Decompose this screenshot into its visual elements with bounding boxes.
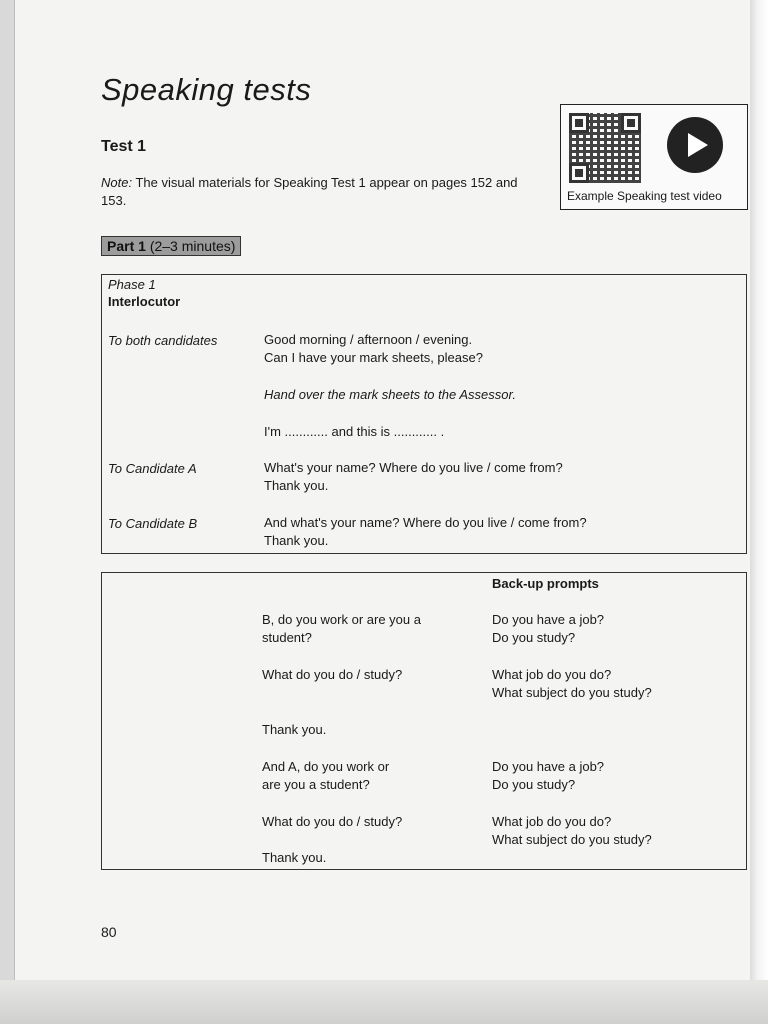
qr-code-icon — [569, 113, 641, 183]
instruction-text: Hand over the mark sheets to the Assessor. — [264, 387, 516, 402]
interlocutor-label: Interlocutor — [108, 294, 181, 309]
note-label: Note: — [101, 175, 133, 190]
phase-label: Phase 1 — [108, 277, 156, 292]
backup-prompt: Do you have a job? Do you study? — [492, 759, 605, 792]
document-page — [14, 0, 755, 1020]
question-text: B, do you work or are you a student? — [262, 612, 421, 645]
backup-prompts-header: Back-up prompts — [492, 576, 599, 591]
script-text: What's your name? Where do you live / come from? Thank you. — [264, 460, 563, 493]
note-paragraph — [101, 174, 521, 210]
question-text: What do you do / study? — [262, 667, 403, 682]
page-title: Speaking tests — [101, 72, 312, 107]
test-heading: Test 1 — [101, 138, 147, 155]
row-label: To Candidate A — [108, 461, 197, 476]
phase2-box — [101, 572, 747, 870]
book-gutter — [750, 0, 768, 1024]
question-text: Thank you. — [262, 850, 327, 865]
part-label — [101, 236, 241, 256]
script-text: I'm ............ and this is ............ . — [264, 424, 445, 439]
backup-prompt: Do you have a job? Do you study? — [492, 612, 605, 645]
video-link-box[interactable] — [560, 104, 748, 210]
page-bottom-edge — [0, 980, 768, 1024]
script-text: Good morning / afternoon / evening. Can I have your mark sheets, please? — [264, 332, 483, 365]
play-icon[interactable] — [667, 117, 723, 173]
row-label: To Candidate B — [108, 516, 198, 531]
page-number: 80 — [101, 924, 117, 940]
backup-prompt: What job do you do? What subject do you study? — [492, 667, 652, 700]
question-text: Thank you. — [262, 722, 327, 737]
video-caption: Example Speaking test video — [567, 189, 722, 203]
backup-prompt: What job do you do? What subject do you study? — [492, 814, 652, 847]
script-text: And what's your name? Where do you live / come from? Thank you. — [264, 515, 587, 548]
note-text: The visual materials for Speaking Test 1 appear on pages 152 and 153. — [101, 175, 518, 208]
row-label: To both candidates — [108, 333, 218, 348]
part-duration: (2–3 minutes) — [149, 238, 236, 254]
question-text: What do you do / study? — [262, 814, 403, 829]
phase1-box — [101, 274, 747, 554]
part-name: Part 1 — [107, 238, 146, 254]
question-text: And A, do you work or are you a student? — [262, 759, 390, 792]
